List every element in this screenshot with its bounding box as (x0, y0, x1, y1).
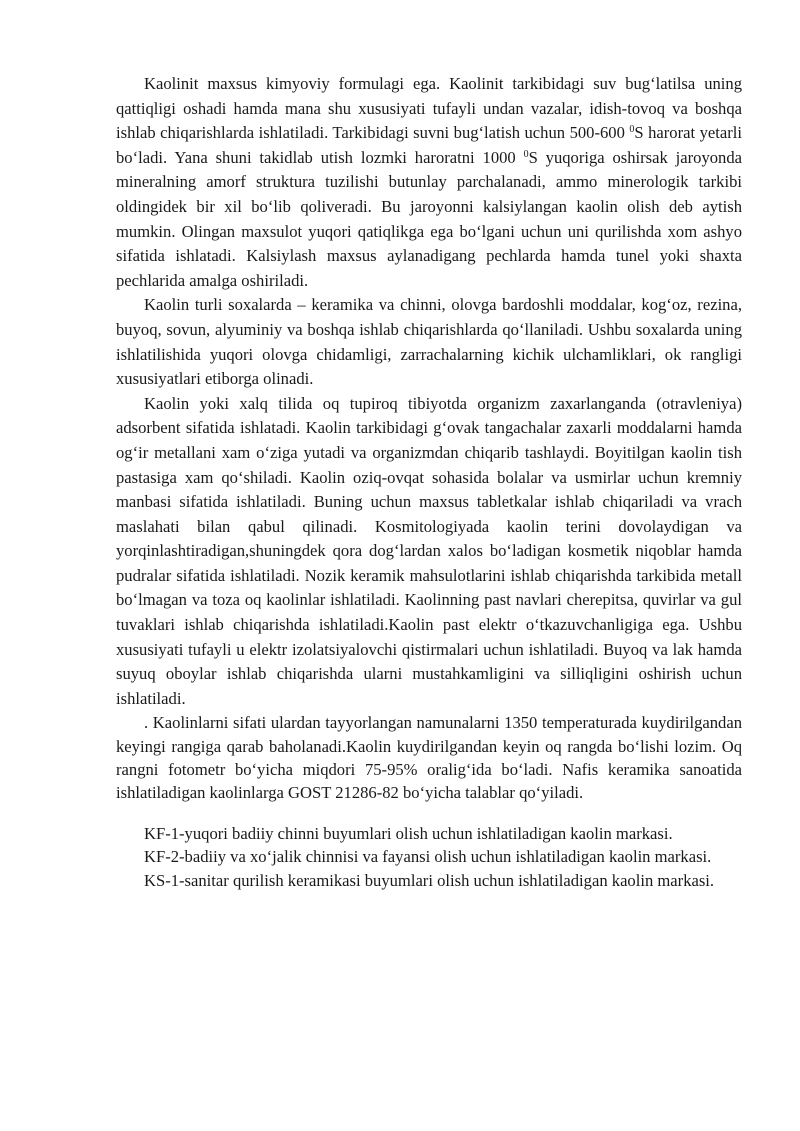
grade-ks-1: KS-1-sanitar qurilish keramikasi buyumlari olish uchun ishlatiladigan kaolin markasi. (144, 870, 715, 890)
paragraph-text: Kaolinit maxsus kimyoviy formulagi ega. Kaolinit tarkibidagi suv bug‘latilsa uning qattiqligi oshadi hamda mana shu xususiyati tufayli undan vazalar, idish-tovoq va boshqa ishlab chiqarishlarda ishlatiladi. Tarkibidagi suvni bug‘latish uchun 500-600 (116, 74, 742, 143)
paragraph-text: S yuqoriga oshirsak jaroyonda mineralning amorf struktura tuzilishi butunlay parchalanadi, ammo minerologik tarkibi oldingidek bir xil bo‘lib qoliveradi. Bu jaroyonni kalsiylangan kaolin olish deb aytish mumkin. Olingan maxsulot yuqori qatiqlikga ega bo‘lgani uchun uni qurilishda xom ashyo sifatida ishlatadi. Kalsiylash maxsus aylanadigang pechlarda hamda tunel yoki shaxta pechlarida amalga oshiriladi. (116, 147, 742, 290)
paragraph-applications: Kaolin turli soxalarda – keramika va chinni, olovga bardoshli moddalar, kog‘oz, rezina, buyoq, sovun, alyuminiy va boshqa ishlab chiqarishlarda qo‘llaniladi. Ushbu soxalarda uning ishlatilishida yuqori olovga chidamligi, zarrachalarning kichik ulchamliklari, ok rangligi xususiyatlari etiborga olinadi. (116, 295, 742, 389)
paragraph-text: S harorat yetarli bo‘ladi. Yana shuni takidlab utish lozmki haroratni 1000 (116, 123, 742, 167)
grade-kf-2: KF-2-badiiy va xo‘jalik chinnisi va fayansi olish uchun ishlatiladigan kaolin markasi. (144, 847, 712, 867)
paragraph-quality: . Kaolinlarni sifati ulardan tayyorlangan namunalarni 1350 temperaturada kuydirilgandan keyingi rangiga qarab baholanadi.Kaolin kuydirilgandan keyin oq rangda bo‘lishi lozim. Oq rangni fotometr bo‘yicha miqdori 75-95% oralig‘ida bo‘ladi. Nafis keramika sanoatida ishlatiladigan kaolinlarga GOST 21286-82 bo‘yicha talablar qo‘yiladi. (116, 713, 742, 803)
paragraph-medicine: Kaolin yoki xalq tilida oq tupiroq tibiyotda organizm zaxarlanganda (otravleniya) adsorbent sifatida ishlatadi. Kaolin tarkibidagi g‘ovak tangachalar zaxarli moddalarni hamda og‘ir metallani xam o‘ziga yutadi va organizmdan chiqarib tashlaydi. Boyitilgan kaolin tish pastasiga xam qo‘shiladi. Kaolin oziq-ovqat sohasida bolalar va usmirlar uchun kremniy manbasi sifatida ishlatiladi. Buning uchun maxsus tabletkalar ishlab chiqariladi va vrach maslahati bilan qabul qilinadi. Kosmitologiyada kaolin terini dovolaydigan va yorqinlashtiradigan,shuningdek qora dog‘lardan xalos bo‘ladigan kosmetik niqoblar hamda pudralar sifatida ishlatiladi. Nozik keramik mahsulotlarini ishlab chiqarishda tarkibida metall bo‘lmagan va toza oq kaolinlar ishlatiladi. Kaolinning past navlari cherepitsa, quvirlar va gul tuvaklari ishlab chiqarishda ishlatiladi.Kaolin past elektr o‘tkazuvchanligiga ega. Ushbu xususiyati tufayli u elektr izolatsiyalovchi qistirmalari uchun ishlatiladi. Buyoq va lak hamda suyuq oboylar ishlab chiqarishda ularni mustahkamligini va silliqligini oshirish uchun ishlatiladi. (116, 393, 742, 708)
degree-superscript: 0 (629, 124, 635, 136)
degree-superscript: 0 (523, 148, 529, 160)
paragraph-kaolinit (116, 72, 742, 293)
grade-kf-1: KF-1-yuqori badiiy chinni buyumlari olish uchun ishlatiladigan kaolin markasi. (144, 824, 673, 844)
document-page (116, 72, 742, 892)
